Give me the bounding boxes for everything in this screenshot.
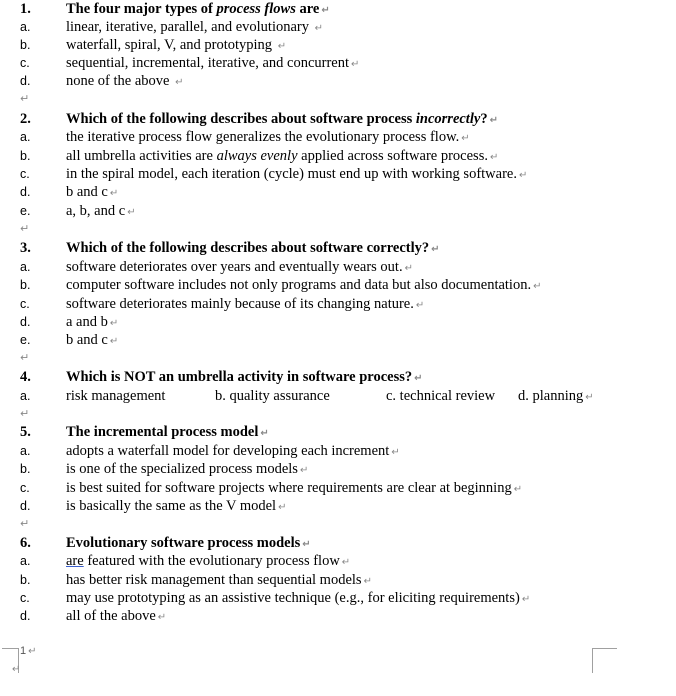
question-number: 2.: [20, 111, 31, 127]
question-text: Which of the following describes about software correctly? ↵: [66, 240, 440, 256]
option-b: b. quality assurance: [215, 388, 330, 404]
question-number: 5.: [20, 424, 31, 440]
question-text: Which is NOT an umbrella activity in software process? ↵: [66, 369, 423, 385]
page-number: 1 ↵: [20, 645, 37, 657]
question-number: 3.: [20, 240, 31, 256]
inline-options: a. risk management b. quality assurance c. technical review d. planning ↵: [0, 387, 676, 405]
option-a: risk management: [66, 388, 166, 404]
option-c: c. technical review: [386, 388, 496, 404]
question-number: 1.: [20, 1, 31, 17]
page-margin-corner-right: [592, 648, 617, 673]
question-text: The four major types of process flows are ↵: [66, 1, 330, 17]
question-number: 6.: [20, 535, 31, 551]
question-text: Which of the following describes about software process incorrectly? ↵: [66, 111, 498, 127]
question-text: The incremental process model ↵: [66, 424, 269, 440]
question-text: Evolutionary software process models ↵: [66, 535, 311, 551]
option-d: d. planning ↵: [518, 388, 594, 404]
question-number: 4.: [20, 369, 31, 385]
blank-paragraph: ↵: [12, 664, 21, 675]
